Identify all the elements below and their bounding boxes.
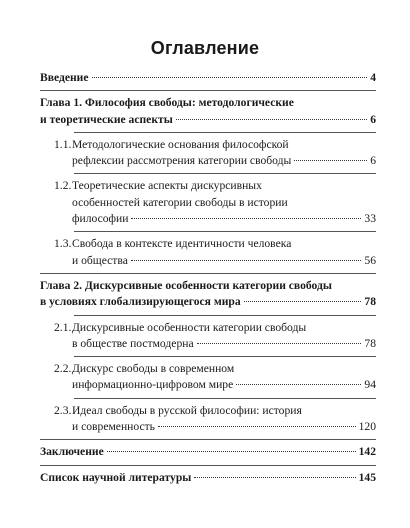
divider	[74, 132, 376, 133]
section-number: 2.2.	[54, 362, 72, 376]
toc-entry-label: в условиях глобализирующегося мира	[40, 295, 241, 309]
toc-page-number: 78	[364, 336, 376, 350]
toc-entry-label: и общества	[72, 253, 128, 267]
section-number: 1.2.	[54, 179, 72, 193]
dot-leader	[236, 384, 361, 385]
toc-entry-section-2-2[interactable]	[40, 361, 376, 394]
toc-entry-label: Свобода в контексте идентичности человека	[72, 237, 292, 251]
page-title: Оглавление	[150, 38, 260, 58]
toc-page-number: 142	[358, 445, 376, 459]
toc-entry-label: информационно-цифровом мире	[72, 378, 234, 392]
dot-leader	[158, 426, 356, 427]
toc-entry-label: Список научной литературы	[40, 470, 192, 484]
toc-page-number: 145	[358, 470, 376, 484]
toc-entry-chapter-1[interactable]	[40, 95, 376, 128]
dot-leader	[92, 77, 368, 78]
section-number: 2.1.	[54, 320, 72, 334]
toc-entry-label: в обществе постмодерна	[72, 336, 194, 350]
toc-entry-label: Заключение	[40, 445, 104, 459]
toc-entry-label: Глава 1. Философия свободы: методологические	[40, 96, 294, 110]
toc-entry-section-2-3[interactable]	[40, 403, 376, 436]
toc-entry-label: Введение	[40, 71, 89, 84]
dot-leader	[244, 301, 362, 302]
toc-page-number: 78	[364, 295, 376, 309]
dot-leader	[197, 343, 362, 344]
toc-entry-label: Идеал свободы в русской философии: история	[72, 403, 302, 417]
toc-entry-label: и современность	[72, 420, 155, 434]
toc-entry-label: Методологические основания философской	[72, 137, 289, 151]
table-of-contents	[40, 70, 376, 486]
toc-entry-section-2-1[interactable]	[40, 320, 376, 353]
divider	[74, 173, 376, 174]
toc-entry-references[interactable]	[40, 470, 376, 486]
toc-entry-label: рефлексии рассмотрения категории свободы	[72, 154, 292, 168]
toc-entry-section-1-3[interactable]	[40, 236, 376, 269]
toc-entry-label: и теоретические аспекты	[40, 112, 173, 126]
divider	[74, 315, 376, 316]
dot-leader	[194, 477, 355, 478]
divider	[74, 231, 376, 232]
toc-page-number: 94	[364, 378, 376, 392]
toc-page-number: 4	[370, 71, 376, 84]
toc-entry-chapter-2[interactable]	[40, 278, 376, 311]
toc-entry-intro[interactable]	[40, 70, 376, 86]
divider	[40, 90, 376, 91]
toc-page-number: 6	[370, 112, 376, 126]
section-number: 2.3.	[54, 403, 72, 417]
section-number: 1.3.	[54, 237, 72, 251]
toc-entry-label: Дискурс свободы в современном	[72, 362, 235, 376]
divider	[74, 398, 376, 399]
toc-page-number: 33	[364, 212, 376, 226]
toc-entry-label: философии	[72, 212, 129, 226]
divider	[74, 356, 376, 357]
toc-entry-conclusion[interactable]	[40, 444, 376, 460]
dot-leader	[294, 160, 367, 161]
section-number: 1.1.	[54, 137, 72, 151]
toc-entry-label: Теоретические аспекты дискурсивных	[72, 179, 262, 193]
dot-leader	[131, 218, 361, 219]
toc-entry-section-1-1[interactable]	[40, 137, 376, 170]
toc-entry-label: особенностей категории свободы в истории	[72, 195, 288, 209]
divider	[40, 465, 376, 466]
toc-page-number: 56	[364, 253, 376, 267]
toc-entry-label: Глава 2. Дискурсивные особенности категории свободы	[40, 278, 332, 292]
toc-page-number: 120	[358, 420, 376, 434]
dot-leader	[176, 119, 367, 120]
toc-entry-label: Дискурсивные особенности категории свободы	[72, 320, 307, 334]
divider	[40, 273, 376, 274]
divider	[40, 439, 376, 440]
toc-entry-section-1-2[interactable]	[40, 178, 376, 227]
toc-page-number: 6	[370, 154, 376, 168]
dot-leader	[107, 451, 356, 452]
dot-leader	[131, 260, 362, 261]
